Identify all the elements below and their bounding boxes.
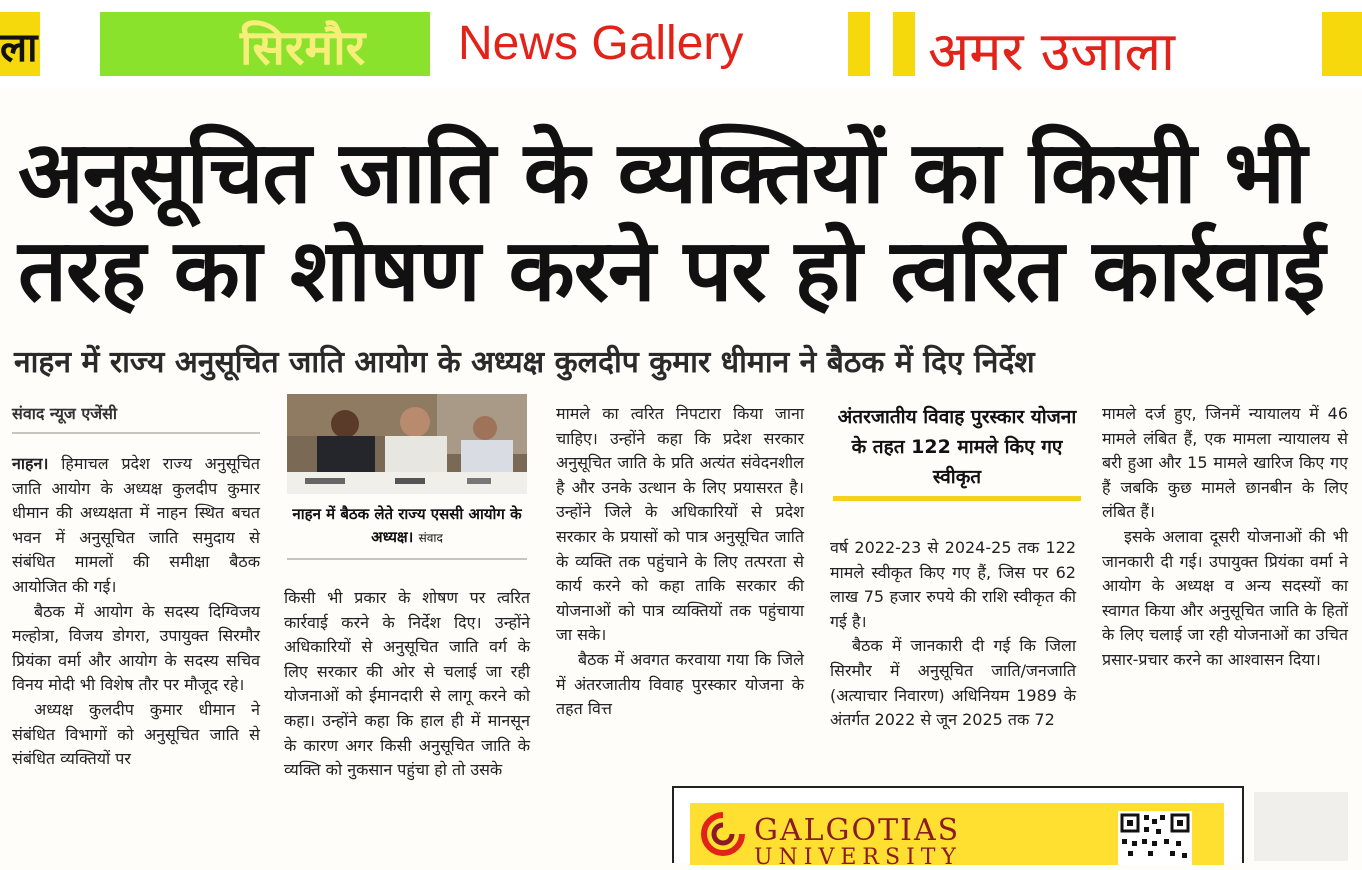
qr-code bbox=[1118, 811, 1192, 865]
article-column-1 bbox=[12, 452, 260, 772]
photo-caption bbox=[291, 503, 523, 550]
article-column-5 bbox=[1102, 402, 1348, 673]
qr-code-icon bbox=[1118, 811, 1192, 865]
col5-para-2: इसके अलावा दूसरी योजनाओं की भी जानकारी दी गई। उपायुक्त प्रियंका वर्मा ने आयोग के अध्यक्ष व अन्य सदस्यों का स्वागत किया और अनुसूचित जाति के हितों के लिए चलाई जा रही योजनाओं का उचित प्रसार-प्रचार करने का आश्वासन दिया। bbox=[1102, 526, 1348, 669]
col2-para-1: किसी भी प्रकार के शोषण पर त्वरित कार्रवाई करने के निर्देश दिए। उन्होंने अधिकारियों से अनुसूचित जाति वर्ग के लिए सरकार की ओर से चलाई जा रही योजनाओं को ईमानदारी से लागू करने को कहा। उन्होंने कहा कि हाल ही में मानसून के कारण अगर किसी अनुसूचित जाति के व्यक्ति को नुकसान पहुंचा हो तो उसके bbox=[284, 588, 530, 780]
article-column-4 bbox=[830, 536, 1076, 733]
banner-yellow-chip-4 bbox=[1322, 12, 1362, 76]
banner-paper-name: अमर उजाला bbox=[928, 20, 1176, 83]
meeting-photo-illustration bbox=[287, 394, 527, 494]
col5-para-1: मामले दर्ज हुए, जिनमें न्यायालय में 46 मामले लंबित हैं, एक मामला न्यायालय से बरी हुआ और 15 मामले खारिज किए गए हैं जबकि कुछ मामले छानबीन के लिए लंबित हैं। bbox=[1102, 404, 1348, 522]
col3-para-1: मामले का त्वरित निपटारा किया जाना चाहिए। उन्होंने कहा कि प्रदेश सरकार अनुसूचित जाति के प्रति अत्यंत संवेदनशील है और उनके उत्थान के लिए प्रयासरत है। उन्होंने जिले के अधिकारियों से प्रदेश सरकार के प्रयासों को पात्र अनुसूचित जाति के व्यक्ति तक पहुंचाने के लिए तत्परता से कार्य करने को कहा ताकि सरकार की योजनाओं को पात्र व्यक्तियों तक पहुंचाया जा सके। bbox=[556, 404, 804, 645]
ad-yellow-panel bbox=[690, 803, 1224, 870]
page-edge-blank bbox=[1254, 792, 1348, 861]
col1-para-3: अध्यक्ष कुलदीप कुमार धीमान ने संबंधित विभागों को अनुसूचित जाति से संबंधित व्यक्तियों पर bbox=[12, 699, 260, 769]
headline-line-1: अनुसूचित जाति के व्यक्तियों का किसी भी bbox=[18, 123, 1307, 223]
col4-para-2: बैठक में जानकारी दी गई कि जिला सिरमौर में अनुसूचित जाति/जनजाति (अत्याचार निवारण) अधिनियम 1989 के अंतर्गत 2022 से जून 2025 तक 72 bbox=[830, 636, 1076, 730]
headline-line-2: तरह का शोषण करने पर हो त्वरित कार्रवाई bbox=[18, 221, 1325, 321]
article-column-2 bbox=[284, 586, 530, 783]
byline: संवाद न्यूज एजेंसी bbox=[12, 404, 118, 423]
subhead-yellow-rule bbox=[833, 496, 1081, 501]
banner-yellow-chip-3 bbox=[893, 12, 915, 76]
university-logo-icon bbox=[700, 811, 746, 857]
col1-para-1: हिमाचल प्रदेश राज्य अनुसूचित जाति आयोग के अध्यक्ष कुलदीप कुमार धीमान की अध्यक्षता में नाहन स्थित बचत भवन में अनुसूचित जाति समुदाय से संबंधित मामलों की समीक्षा बैठक आयोजित की गई। bbox=[12, 454, 260, 596]
banner-district: सिरमौर bbox=[240, 20, 366, 76]
col4-para-1: वर्ष 2022-23 से 2024-25 तक 122 मामले स्वीकृत किए गए हैं, जिस पर 62 लाख 75 हजार रुपये की राशि स्वीकृत की गई है। bbox=[830, 538, 1076, 631]
news-gallery-banner bbox=[0, 0, 1362, 88]
banner-yellow-chip-2 bbox=[848, 12, 870, 76]
university-advertisement[interactable] bbox=[672, 786, 1244, 870]
dateline: नाहन। bbox=[12, 454, 49, 473]
article-column-3 bbox=[556, 402, 804, 722]
box-subheadline: अंतरजातीय विवाह पुरस्कार योजना के तहत 122 मामले किए गए स्वीकृत bbox=[837, 406, 1077, 488]
col1-para-2: बैठक में आयोग के सदस्य दिग्विजय मल्होत्रा, विजय डोगरा, उपायुक्त सिरमौर प्रियंका वर्मा और आयोग के सदस्य सचिव विनय मोदी भी विशेष तौर पर मौजूद रहे। bbox=[12, 601, 260, 695]
meeting-photo bbox=[287, 394, 527, 494]
ad-university-name: GALGOTIAS bbox=[754, 813, 961, 848]
subheadline-deck: नाहन में राज्य अनुसूचित जाति आयोग के अध्यक्ष कुलदीप कुमार धीमान ने बैठक में दिए निर्देश bbox=[14, 345, 1035, 380]
banner-section-title: News Gallery bbox=[458, 17, 744, 70]
caption-rule bbox=[287, 558, 527, 560]
ad-university-subtitle: UNIVERSITY bbox=[754, 845, 962, 870]
photo-credit: संवाद bbox=[418, 531, 443, 545]
byline-rule bbox=[12, 432, 260, 434]
col3-para-2: बैठक में अवगत करवाया गया कि जिले में अंतरजातीय विवाह पुरस्कार योजना के तहत वित्त bbox=[556, 649, 804, 719]
photo-caption-text: नाहन में बैठक लेते राज्य एससी आयोग के अध्यक्ष। bbox=[292, 505, 522, 546]
banner-left-fragment: ला bbox=[0, 25, 38, 71]
